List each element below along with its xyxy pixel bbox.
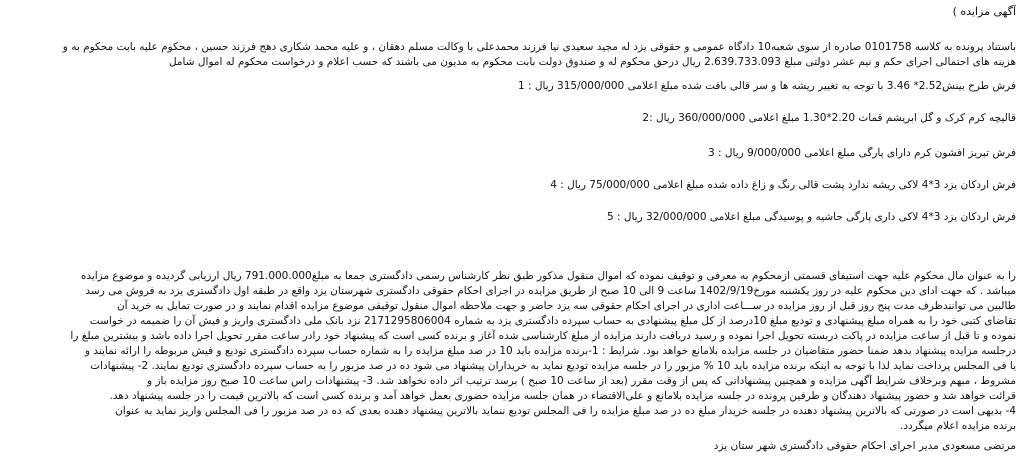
intro-paragraph (8, 40, 1016, 70)
body-line: قرائت خواهد شد و حضور پیشنهاد دهندگان و طرفین پرونده در جلسه مزایده بلامانع و علی‌الاقتضاء در همان جلسه مزایده حضوری بعمل خواهد آمد و برنده کسی است که بالاترین قیمت را در جلسه پیشنهاد دهد. (109, 390, 1016, 402)
body-line: نموده و تا قبل از ساعت مزایده در پاکت دربسته تحویل اجرا نموده و رسید دریافت دارند مزایده از مبلغ کارشناسی شده آغاز و برنده کسی است که پیشنهاد خود رادر ساعت مقرر تحویل اجرا داده باشد و بیشترین مبلغ را (70, 330, 1016, 342)
conditions-paragraph (8, 269, 1016, 434)
body-line: مشروط ، مبهم وبرخلاف شرایط آگهی مزایده و همچنین پیشنهاداتی که پس از وقت مقرر (بعد از ساعت 10 صبح ) برسد ترتیب اثر داده نخواهد شد. 3- پیشنهادات راس ساعت 10 صبح روز مزایده باز و (147, 375, 1016, 387)
intro-line: هزینه های احتمالی اجرای حکم و نیم عشر دولتی مبلغ 2.639.733.093 ریال درحق محکوم له و صندوق دولت بابت محکوم به مدیون می باشند که حسب اعلام و درخواست محکوم له اموال شامل (168, 56, 1016, 68)
intro-line: باستناد پرونده به کلاسه 0101758 صادره از سوی شعبه10 دادگاه عمومی و حقوقی یزد له مجید سعیدی نیا فرزند محمدعلی با وکالت مسلم دهقان ، و علیه محمد شکاری دهج فرزند حسین ، محکوم علیه بابت محکوم به و (62, 41, 1016, 53)
body-line: میباشد . که جهت ادای دین محکوم علیه در روز یکشنبه مورخ1402/9/19 ساعت 9 الی 10 صبح از طریق مزایده در اجرای احکام حقوقی دادگستری شهرستان یزد واقع در طبقه اول دادگستری یزد به فروش می رسد (85, 285, 1016, 297)
carpet-item-3: فرش تبریز افشون کرم دارای پارگی مبلغ اعلامی 9/000/000 ریال : 3 (708, 147, 1016, 159)
body-line: درجلسه مزایده پیشنهاد بدهد ضمنا حضور متقاضیان در جلسه مزایده بلامانع خواهد بود. شرایط : 1-برنده مزایده باید 10 در صد مبلغ مزایده را به شماره حساب سپرده دادگستری تودیع و فیش مربوطه را ارائه نمایند و (84, 345, 1016, 357)
carpet-item-5: فرش اردکان یزد 3*4 لاکی داری پارگی حاشیه و پوسیدگی مبلغ اعلامی 32/000/000 ریال : 5 (606, 211, 1016, 223)
body-line: یا فی المجلس پرداخت نماید لذا با توجه به اینکه برنده مزایده باید 10 % مزبور را در جلسه مزایده تودیع نماید به خریداران پیشنهاد می شود ده در صد مزبور را به حساب سپرده دادگستری تودیع نمایند. 2- پیشنهادات (90, 360, 1016, 372)
carpet-item-2: قالیچه کرم کرک و گل ابریشم قمات 2.20*1.30 مبلغ اعلامی 360/000/000 ریال :2 (642, 112, 1016, 124)
body-line: 4- بدیهی است در صورتی که بالاترین پیشنهاد دهنده در جلسه خریدار مبلغ ده در صد مبلغ مزایده را فی المجلس تودیع ننماید بالاترین پیشنهاد دهنده بعدی که ده در صد مزبور را فی المجلس واریز نماید به عنوان (115, 405, 1016, 417)
body-line: تقاضای کتبی خود را به همراه مبلغ پیشنهادی و تودیع مبلغ 10درصد از کل مبلغ پیشنهادی به حساب سپرده دادگستری یزد به شماره 2171295806004 نزد بانک ملی دادگستری واریز و فیش آن را ضمیمه در خواست (89, 315, 1016, 327)
body-line: را به عنوان مال محکوم علیه جهت استیفای قسمتی ازمحکوم به معرفی و توقیف نموده که اموال منقول مذکور طبق نظر کارشناس رسمی دادگستری جمعا به مبلغ791.000.000 ریال ارزیابی گردیده و موضوع مزایده (80, 270, 1016, 282)
body-line: طالبین می توانندظرف مدت پنج روز قبل از روز مزایده در ســـاعت اداری در اجرای احکام حقوقی سه یزد حاضر و جهت ملاحظه اموال منقول توقیفی موضوع مزایده اقدام نمایند و در صورت تمایل به خرید آن (116, 300, 1016, 312)
body-line: برنده مزایده اعلام میگردد. (900, 420, 1016, 432)
carpet-item-1: فرش طرح بینش2.52* 3.46 با توجه به تغییر ریشه ها و سر قالی بافت شده مبلغ اعلامی 315/000/000 ریال : 1 (517, 80, 1016, 92)
notice-title: آگهی مزایده ) (952, 5, 1016, 18)
carpet-item-4: فرش اردکان یزد 3*4 لاکی ریشه ندارد پشت قالی رنگ و زاغ داده شده مبلغ اعلامی 75/000/000 ریال : 4 (550, 179, 1016, 191)
signature-line: مرتضی مسعودی مدیر اجرای احکام حقوقی دادگستری شهر ستان یزد (713, 440, 1016, 452)
